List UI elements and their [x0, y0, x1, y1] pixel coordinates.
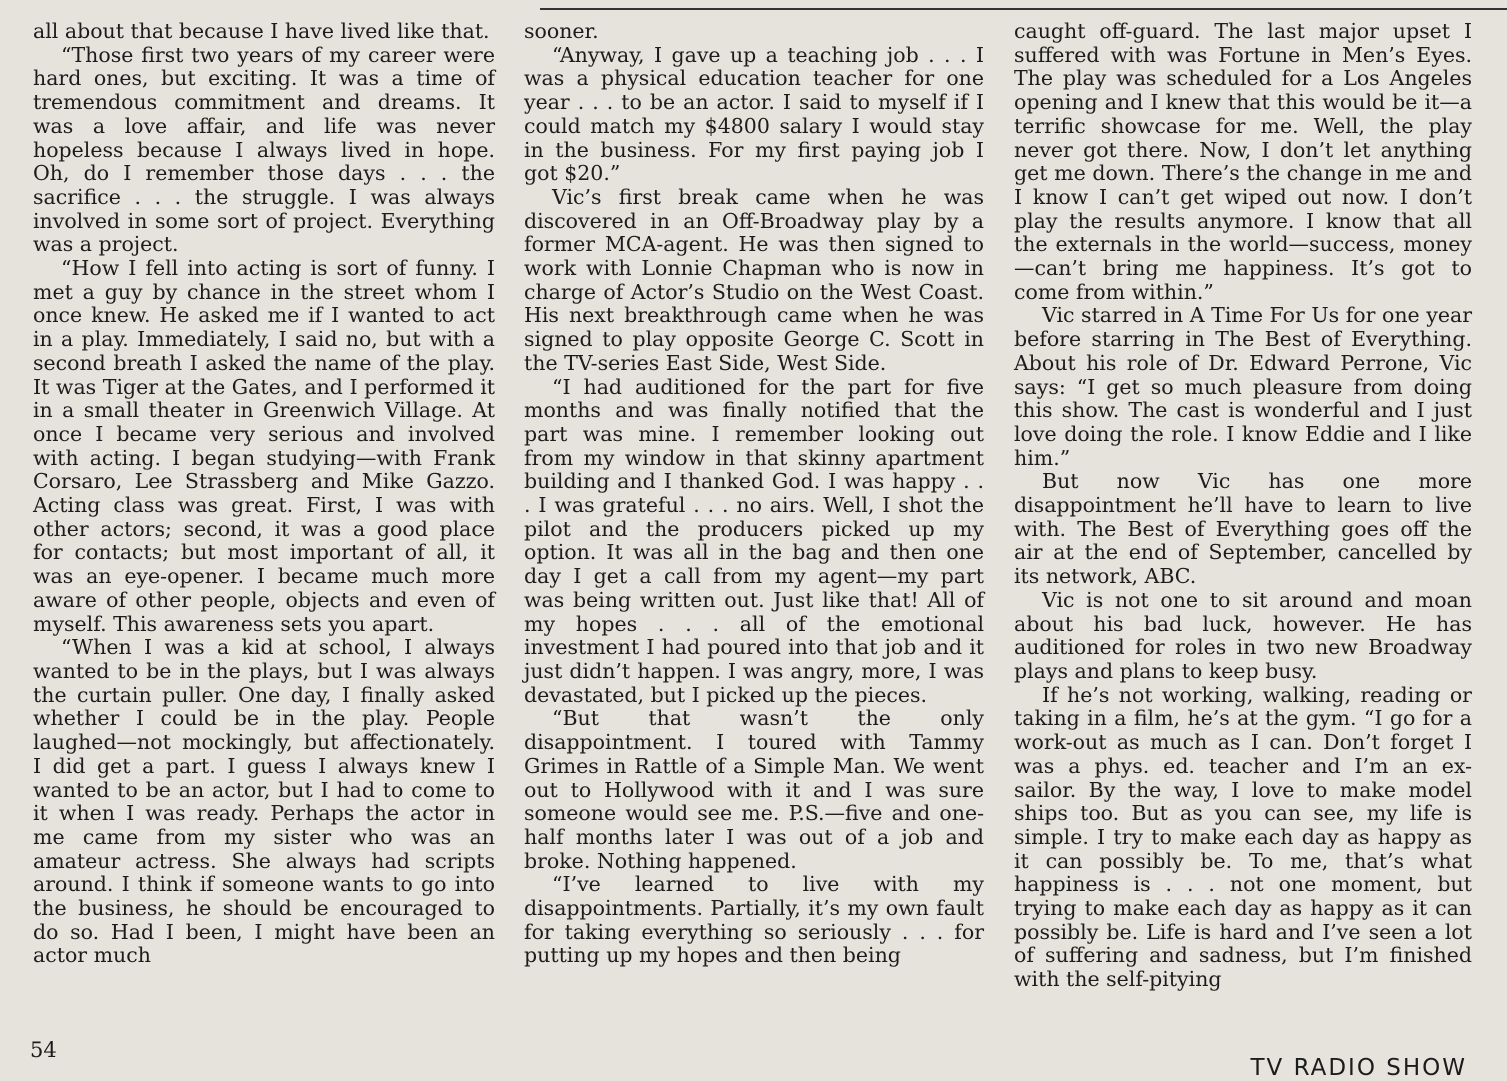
paragraph: “I had auditioned for the part for five months and was finally notified that the part was mine. I remember looking out from my window in that skinny apartment building and I thanked God. I was happy . . . I was grateful . . . no airs. Well, I shot the pilot and the producers picked up my option. It was all in the bag and then one day I get a call from my agent—my part was being written out. Just like that! All of my hopes . . . all of the emotional investment I had poured into that job and it just didn’t happen. I was angry, more, I was devastated, but I picked up the pieces. — [524, 374, 984, 707]
paragraph: Vic starred in A Time For Us for one year before starring in The Best of Everything. About his role of Dr. Edward Perrone, Vic says: “I get so much pleasure from doing this show. The cast is wonderful and I just love doing the role. I know Eddie and I like him.” — [1014, 303, 1472, 470]
top-rule — [540, 8, 1507, 10]
paragraph: all about that because I have lived like that. — [33, 19, 490, 43]
paragraph: “When I was a kid at school, I always wanted to be in the plays, but I was always the curtain puller. One day, I finally asked whether I could be in the play. People laughed—not mockingly, but affectionately. I did get a part. I guess I always knew I wanted to be an actor, but I had to come to it when I was ready. Perhaps the actor in me came from my sister who was an amateur actress. She always had scripts around. I think if someone wants to go into the business, he should be encouraged to do so. Had I been, I might have been an actor much — [33, 635, 495, 968]
publication-footer: TV RADIO SHOW — [1250, 1055, 1467, 1081]
paragraph: If he’s not working, walking, reading or taking in a film, he’s at the gym. “I go for a work-out as much as I can. Don’t forget I was a phys. ed. teacher and I’m an ex-sailor. By the way, I love to make model ships too. But as you can see, my life is simple. I try to make each day as happy as it can possibly be. To me, that’s what happiness is . . . not one moment, but trying to make each day as happy as it can possibly be. Life is hard and I’ve seen a lot of suffering and sadness, but I’m finished with the self-pitying — [1014, 682, 1472, 992]
paragraph: “Those first two years of my career were hard ones, but exciting. It was a time of tremendous commitment and dreams. It was a love affair, and life was never hopeless because I always lived in hope. Oh, do I remember those days . . . the sacrifice . . . the struggle. I was always involved in some sort of project. Everything was a project. — [33, 42, 495, 257]
paragraph: Vic is not one to sit around and moan about his bad luck, however. He has auditioned for roles in two new Broadway plays and plans to keep busy. — [1014, 587, 1472, 683]
paragraph: sooner. — [524, 19, 599, 43]
paragraph: “Anyway, I gave up a teaching job . . . I was a physical education teacher for one year . . . to be an actor. I said to myself if I could match my $4800 salary I would stay in the business. For my first paying job I got $20.” — [524, 42, 984, 186]
article-column-1 — [33, 20, 495, 968]
paragraph: But now Vic has one more disappointment he’ll have to learn to live with. The Best of Everything goes off the air at the end of September, cancelled by its network, ABC. — [1014, 469, 1472, 589]
paragraph: Vic’s first break came when he was discovered in an Off-Broadway play by a former MCA-agent. He was then signed to work with Lonnie Chapman who is now in charge of Actor’s Studio on the West Coast. His next breakthrough came when he was signed to play opposite George C. Scott in the TV-series East Side, West Side. — [524, 184, 984, 375]
page-number: 54 — [30, 1038, 57, 1062]
article-column-3 — [1014, 20, 1472, 992]
paragraph: “I’ve learned to live with my disappointments. Partially, it’s my own fault for taking everything so seriously . . . for putting up my hopes and then being — [524, 872, 984, 968]
paragraph: caught off-guard. The last major upset I suffered with was Fortune in Men’s Eyes. The play was scheduled for a Los Angeles opening and I knew that this would be it—a terrific showcase for me. Well, the play never got there. Now, I don’t let anything get me down. There’s the change in me and I know I can’t get wiped out now. I don’t play the results anymore. I know that all the externals in the world—success, money—can’t bring me happiness. It’s got to come from within.” — [1014, 19, 1472, 304]
article-column-2 — [524, 20, 984, 968]
paragraph: “How I fell into acting is sort of funny. I met a guy by chance in the street whom I once knew. He asked me if I wanted to act in a play. Immediately, I said no, but with a second breath I asked the name of the play. It was Tiger at the Gates, and I performed it in a small theater in Greenwich Village. At once I became very serious and involved with acting. I began studying—with Frank Corsaro, Lee Strassberg and Mike Gazzo. Acting class was great. First, I was with other actors; second, it was a good place for contacts; but most important of all, it was an eye-opener. I became much more aware of other people, objects and even of myself. This awareness sets you apart. — [33, 256, 495, 636]
paragraph: “But that wasn’t the only disappointment. I toured with Tammy Grimes in Rattle of a Simple Man. We went out to Hollywood with it and I was sure someone would see me. P.S.—five and one-half months later I was out of a job and broke. Nothing happened. — [524, 706, 984, 873]
